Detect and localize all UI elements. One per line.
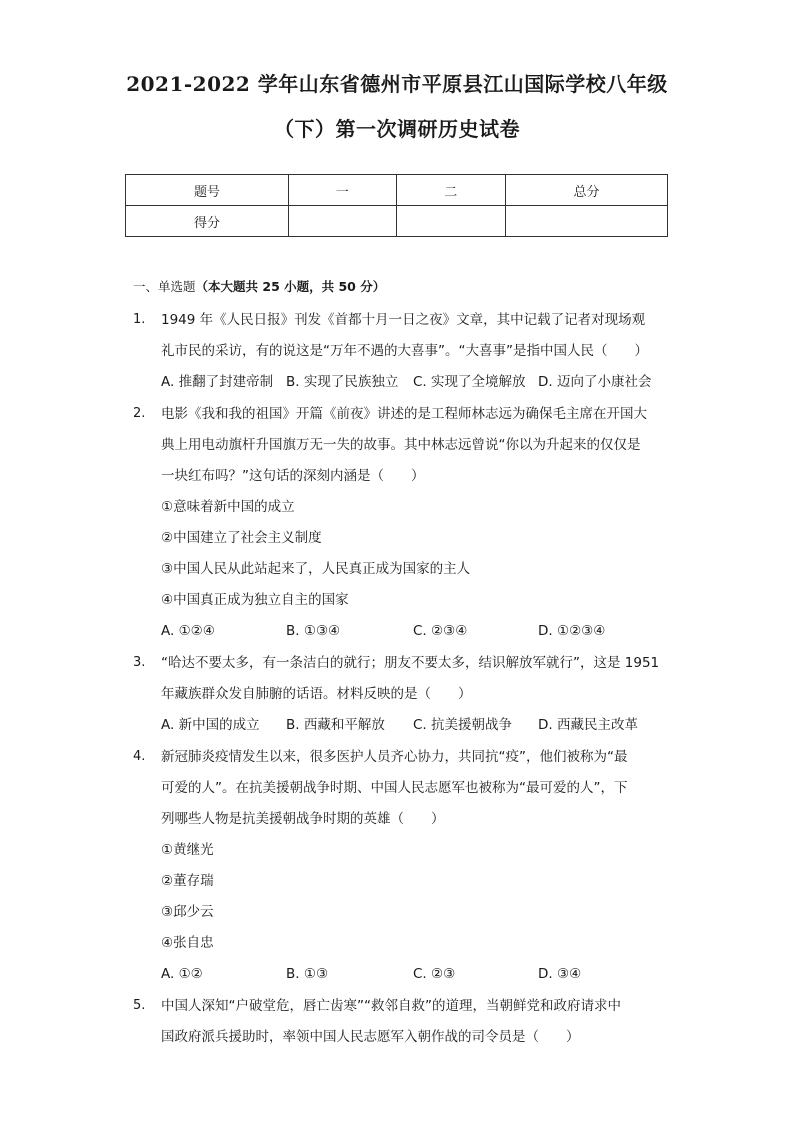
question-text-line: ③中国人民从此站起来了，人民真正成为国家的主人 xyxy=(161,561,471,577)
answer-option: B. ①③④ xyxy=(286,623,341,639)
question-text-line: “哈达不要太多，有一条洁白的就行；朋友不要太多，结识解放军就行”，这是 1951 xyxy=(161,655,660,671)
answer-option: A. ①② xyxy=(161,966,203,982)
answer-option: C. 实现了全境解放 xyxy=(413,374,526,390)
question-text-line: 可爱的人”。在抗美援朝战争时期、中国人民志愿军也被称为“最可爱的人”，下 xyxy=(161,780,628,796)
question-number: 4. xyxy=(133,749,146,764)
score-table-cell xyxy=(289,206,396,237)
answer-option: D. ①②③④ xyxy=(538,623,606,639)
answer-option: D. ③④ xyxy=(538,966,582,982)
question-text-line: 典上用电动旗杆升国旗万无一失的故事。其中林志远曾说“你以为升起来的仅仅是 xyxy=(161,437,641,453)
question-text-line: ②董存瑞 xyxy=(161,873,214,889)
question-text-line: 中国人深知“户破堂危，唇亡齿寒”“救邻自救”的道理，当朝鲜党和政府请求中 xyxy=(161,998,621,1014)
answer-option: C. ②③ xyxy=(413,966,456,982)
question-text-line: 一块红布吗？”这句话的深刻内涵是（ ） xyxy=(161,468,425,484)
score-table-cell: 题号 xyxy=(126,175,289,206)
answer-option: B. 西藏和平解放 xyxy=(286,717,385,733)
page-title-line-1: 2021-2022 学年山东省德州市平原县江山国际学校八年级 xyxy=(126,72,668,96)
question-text-line: 电影《我和我的祖国》开篇《前夜》讲述的是工程师林志远为确保毛主席在开国大 xyxy=(161,406,647,422)
question-text-line: ①黄继光 xyxy=(161,842,214,858)
answer-option: B. 实现了民族独立 xyxy=(286,374,399,390)
question-text-line: ①意味着新中国的成立 xyxy=(161,499,295,515)
score-table-cell: 得分 xyxy=(126,206,289,237)
question-text-line: ③邱少云 xyxy=(161,904,214,920)
answer-option: D. 迈向了小康社会 xyxy=(538,374,652,390)
answer-option: D. 西藏民主改革 xyxy=(538,717,638,733)
question-text-line: 国政府派兵援助时，率领中国人民志愿军入朝作战的司令员是（ ） xyxy=(161,1029,580,1045)
question-text-line: 列哪些人物是抗美援朝战争时期的英雄（ ） xyxy=(161,811,445,827)
score-table-score-row xyxy=(126,206,668,237)
question-text-line: 礼市民的采访，有的说这是“万年不遇的大喜事”。“大喜事”是指中国人民（ ） xyxy=(161,343,648,359)
section-heading xyxy=(133,277,385,295)
answer-option: A. 推翻了封建帝制 xyxy=(161,374,274,390)
score-table-cell: 二 xyxy=(396,175,505,206)
answer-option: C. 抗美援朝战争 xyxy=(413,717,513,733)
question-number: 1. xyxy=(133,312,146,327)
page-title-line-2: （下）第一次调研历史试卷 xyxy=(274,117,520,141)
question-text-line: 1949 年《人民日报》刊发《首都十月一日之夜》文章，其中记载了记者对现场观 xyxy=(161,312,646,328)
score-table-cell xyxy=(396,206,505,237)
question-text-line: 新冠肺炎疫情发生以来，很多医护人员齐心协力，共同抗“疫”，他们被称为“最 xyxy=(161,749,628,765)
question-text-line: ②中国建立了社会主义制度 xyxy=(161,530,322,546)
answer-option: A. 新中国的成立 xyxy=(161,717,260,733)
score-table-cell: 一 xyxy=(289,175,396,206)
question-text-line: ④中国真正成为独立自主的国家 xyxy=(161,592,349,608)
question-text-line: ④张自忠 xyxy=(161,935,214,951)
answer-option: A. ①②④ xyxy=(161,623,215,639)
section-prefix: 一、单选题 xyxy=(133,279,196,294)
answer-option: C. ②③④ xyxy=(413,623,468,639)
score-table xyxy=(125,174,668,237)
score-table-header-row xyxy=(126,175,668,206)
question-text-line: 年藏族群众发自肺腑的话语。材料反映的是（ ） xyxy=(161,686,472,702)
question-number: 3. xyxy=(133,655,146,670)
score-table-cell xyxy=(505,206,667,237)
score-table-cell: 总分 xyxy=(505,175,667,206)
section-description: （本大题共 25 小题，共 50 分） xyxy=(195,279,386,294)
question-number: 2. xyxy=(133,406,146,421)
question-number: 5. xyxy=(133,998,146,1013)
answer-option: B. ①③ xyxy=(286,966,329,982)
